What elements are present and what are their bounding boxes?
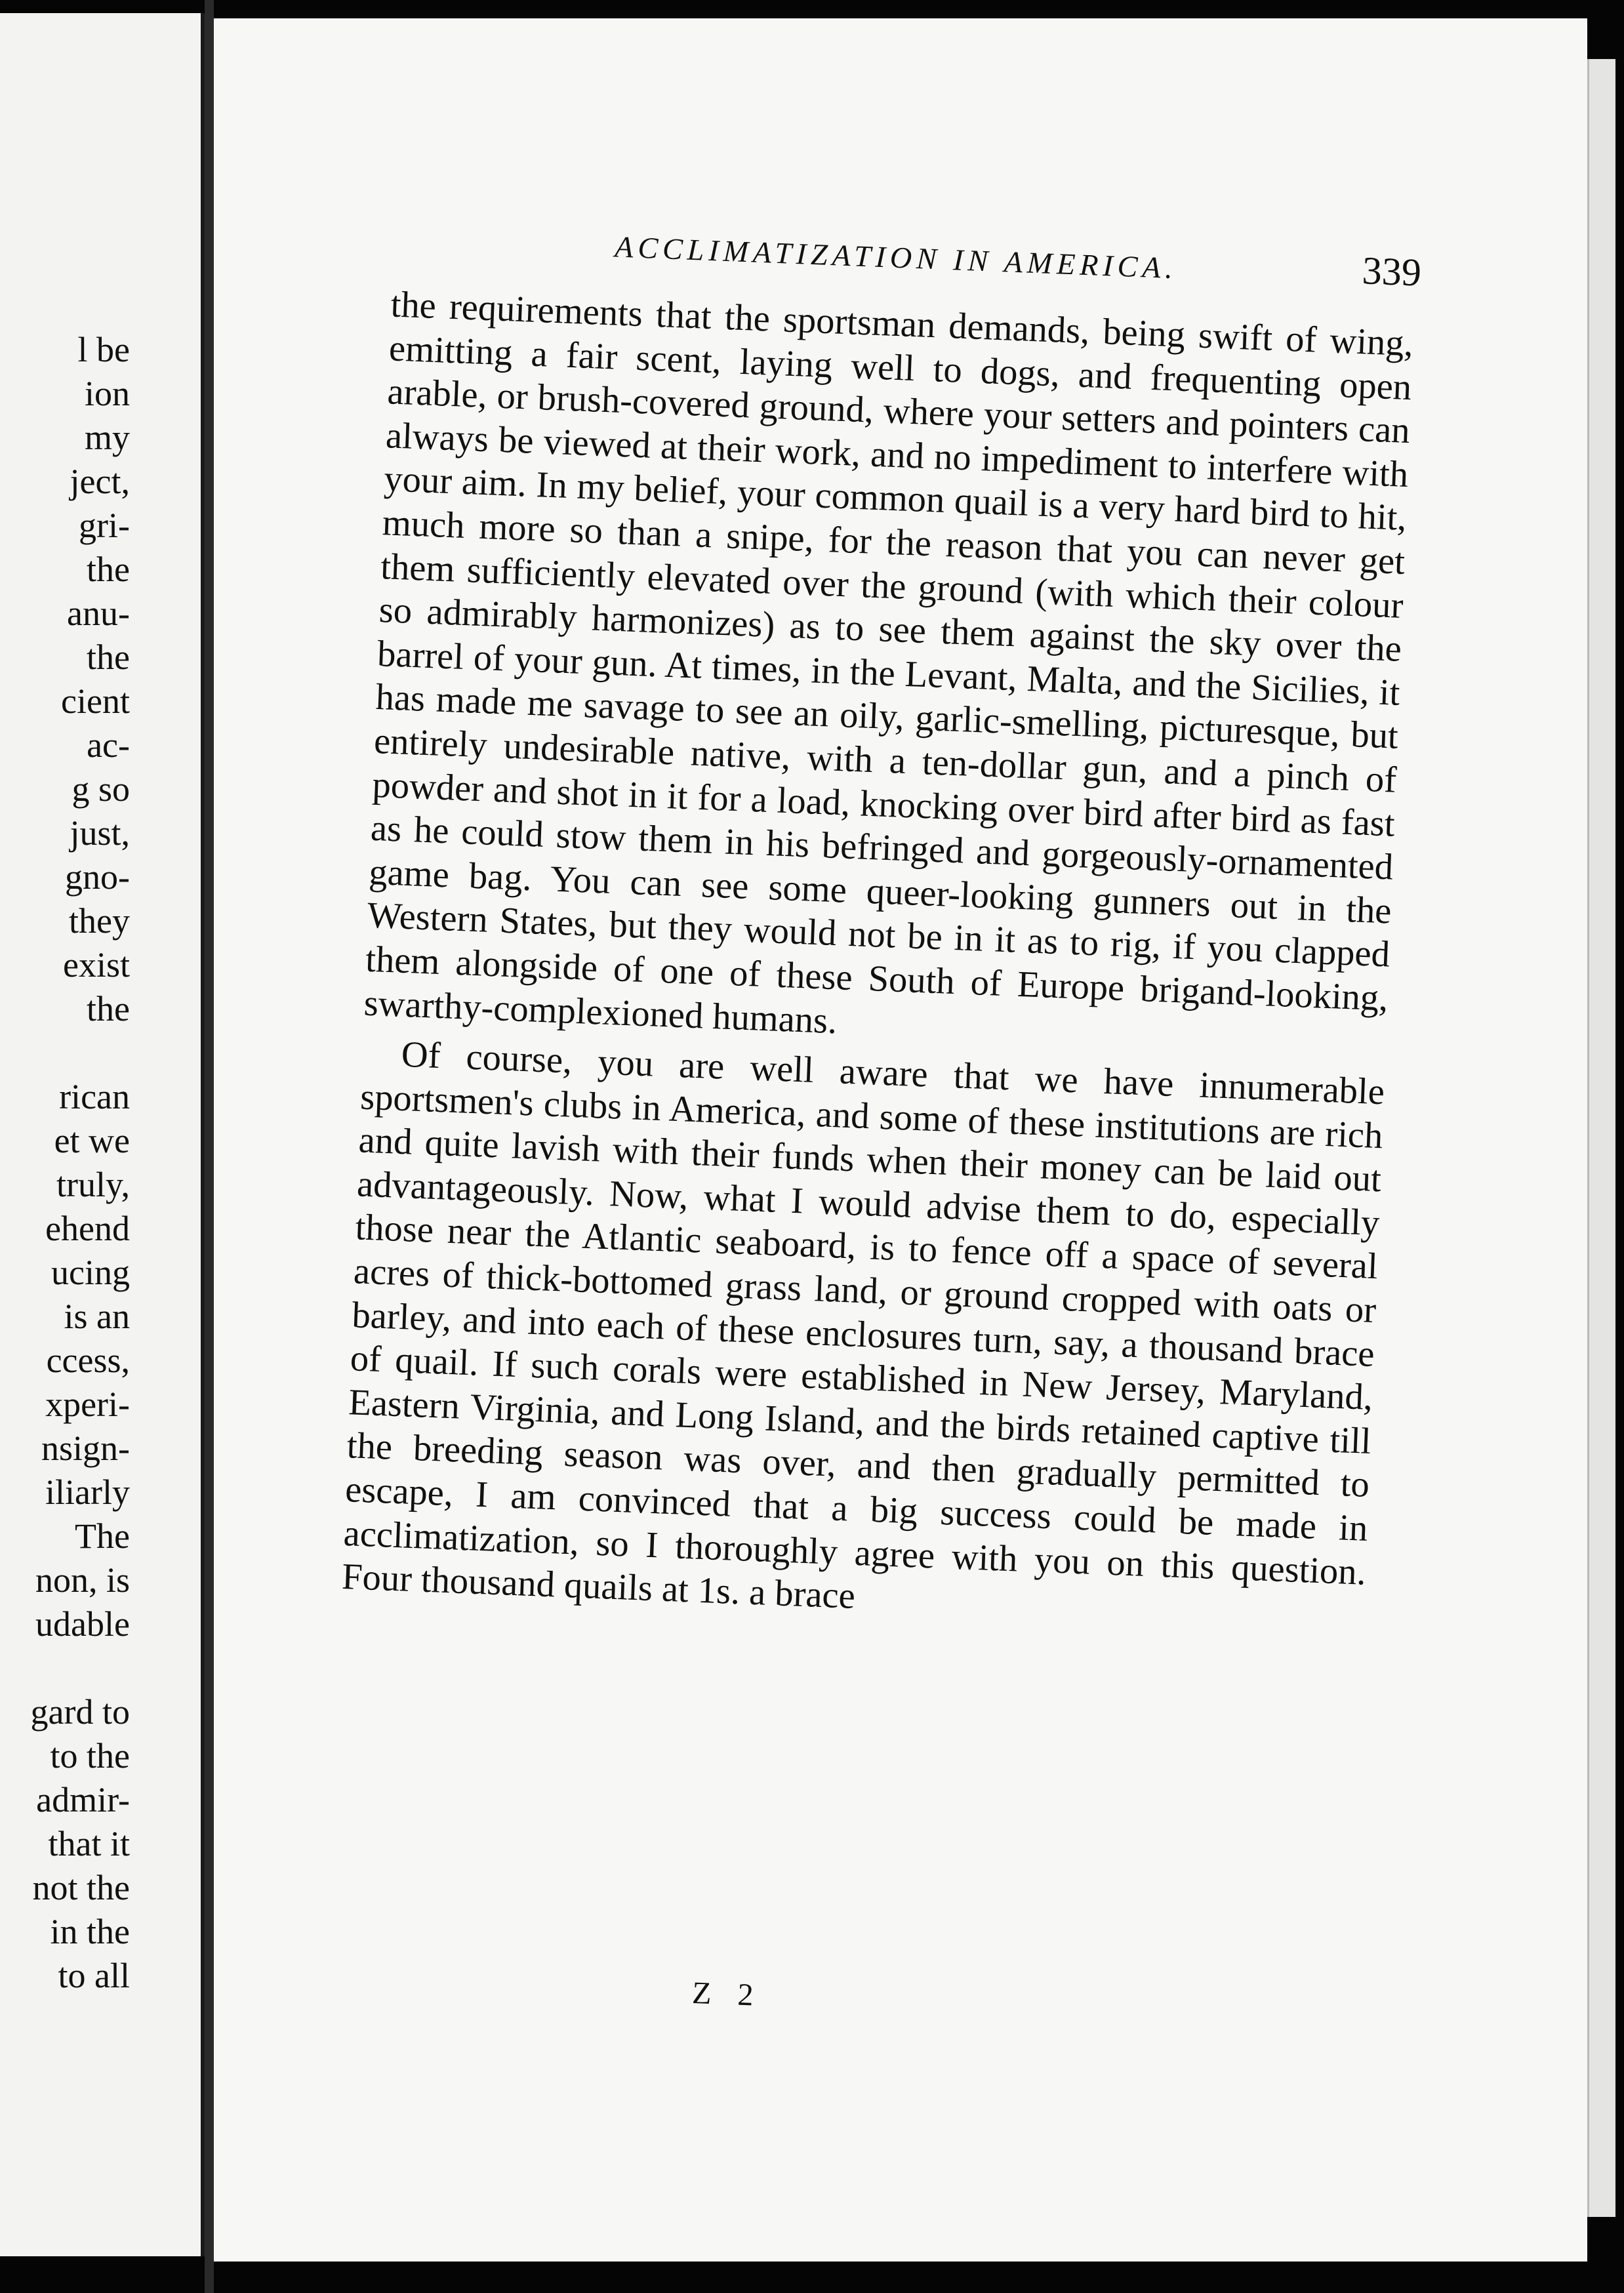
left-line: exist	[63, 945, 130, 984]
left-line: to all	[58, 1956, 130, 1995]
left-line: to the	[50, 1736, 130, 1776]
left-line: in the	[50, 1912, 130, 1951]
left-line: truly,	[56, 1165, 130, 1204]
left-line: ehend	[45, 1209, 130, 1248]
running-head: ACCLIMATIZATION IN AMERICA.	[614, 230, 1178, 285]
left-line: cient	[61, 681, 130, 721]
left-line: anu-	[67, 594, 130, 633]
left-line: ccess,	[46, 1341, 130, 1380]
left-page-text	[0, 328, 130, 1998]
left-line: ject,	[70, 462, 130, 501]
left-line: is an	[64, 1297, 130, 1336]
book-gutter	[205, 0, 214, 2293]
left-line: just,	[70, 813, 130, 853]
left-line: l be	[77, 330, 130, 369]
page-content	[214, 18, 1587, 2262]
left-line: ac-	[87, 725, 130, 765]
left-line: xperi-	[45, 1385, 130, 1424]
left-line: et we	[54, 1121, 130, 1160]
left-line: rican	[59, 1077, 130, 1116]
left-line: iliarly	[45, 1472, 130, 1512]
page-number: 339	[1361, 249, 1423, 294]
paragraph: Of course, you are well aware that we have innumerable sportsmen's clubs in America, and some of these institutions are rich and quite lavish with their funds when their money can be laid out advantageously. Now, what I would advise them to do, especially those near the Atlantic seaboard, is to fence off a space of several acres of thick-bottomed grass land, or ground cropped with oats or barley, and into each of these enclosures turn, say, a thousand brace of quail. If such corals were established in New Jersey, Maryland, Eastern Virginia, and Long Island, and the birds retained captive till the breeding season was over, and then gradually permitted to escape, I am convinced that a big success could be made in acclimatization, so I thoroughly agree with you on this question. Four thousand quails at 1s. a brace	[341, 1034, 1386, 1617]
left-line: gno-	[65, 857, 130, 897]
left-line: the	[87, 638, 130, 677]
left-line: not the	[32, 1868, 130, 1907]
page-edge-shadow	[1587, 59, 1615, 2217]
paragraph: the requirements that the sportsman demands, being swift of wing, emitting a fair scent, laying well to dogs, and frequenting open arable, or brush-covered ground, where your setters and pointers can always be viewed at their work, and no impediment to interfere with your aim. In my belief, your common quail is a very hard bird to hit, much more so than a snipe, for the reason that you can never get them sufficiently elevated over the ground (with which their colour so admirably harmonizes) as to see them against the sky over the barrel of your gun. At times, in the Levant, Malta, and the Sicilies, it has made me savage to see an oily, garlic-smelling, picturesque, but entirely undesirable native, with a ten-dollar gun, and a pinch of powder and shot in it for a load, knocking over bird after bird as fast as he could stow them in his befringed and gorgeously-ornamented game bag. You can see some queer-looking gunners out in the Western States, but they would not be in it as to rig, if you clapped them alongside of one of these South of Europe brigand-looking, swarthy-complexioned humans.	[363, 284, 1414, 1042]
left-line: gri-	[79, 506, 130, 545]
left-line: udable	[35, 1604, 130, 1644]
left-line: the	[87, 550, 130, 589]
left-page-fragment	[0, 13, 205, 2256]
left-line: nsign-	[41, 1429, 130, 1468]
left-line: they	[69, 901, 130, 941]
left-line: ucing	[51, 1253, 130, 1292]
left-line: The	[75, 1516, 130, 1556]
left-line-gap	[0, 1031, 130, 1075]
left-line-gap	[0, 1646, 130, 1690]
left-line: non, is	[35, 1560, 130, 1600]
left-line: the	[87, 989, 130, 1028]
left-line: g so	[71, 769, 130, 809]
left-line: that it	[48, 1824, 130, 1863]
left-line: ion	[84, 374, 130, 413]
body-text	[341, 283, 1414, 1638]
right-page	[214, 18, 1587, 2262]
left-line: gard to	[30, 1692, 130, 1732]
left-line: admir-	[36, 1780, 130, 1819]
signature-mark: Z 2	[691, 1975, 763, 2013]
left-line: my	[84, 418, 130, 457]
